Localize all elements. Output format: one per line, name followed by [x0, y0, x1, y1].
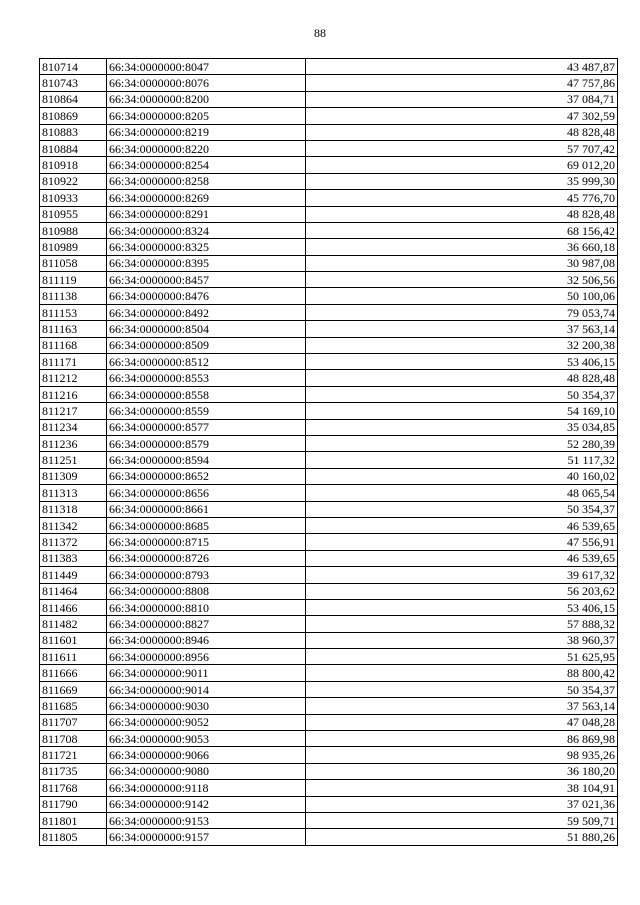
cadastral-number-cell: 66:34:0000000:8512 — [107, 354, 306, 370]
table-row — [40, 206, 618, 222]
amount-cell: 86 869,98 — [306, 731, 618, 747]
row-id-cell: 811482 — [40, 616, 107, 632]
table-row — [40, 255, 618, 271]
cadastral-number-cell: 66:34:0000000:8956 — [107, 649, 306, 665]
cadastral-number-cell: 66:34:0000000:8661 — [107, 501, 306, 517]
amount-cell: 48 065,54 — [306, 485, 618, 501]
table-row — [40, 337, 618, 353]
row-id-cell: 811601 — [40, 632, 107, 648]
table-row — [40, 812, 618, 828]
cadastral-number-cell: 66:34:0000000:9118 — [107, 780, 306, 796]
table-row — [40, 321, 618, 337]
cadastral-number-cell: 66:34:0000000:8258 — [107, 173, 306, 189]
table-row — [40, 665, 618, 681]
amount-cell: 48 828,48 — [306, 370, 618, 386]
amount-cell: 32 200,38 — [306, 337, 618, 353]
amount-cell: 48 828,48 — [306, 206, 618, 222]
cadastral-number-cell: 66:34:0000000:8808 — [107, 583, 306, 599]
table-row — [40, 140, 618, 156]
table-row — [40, 485, 618, 501]
table-row — [40, 435, 618, 451]
cadastral-number-cell: 66:34:0000000:9030 — [107, 698, 306, 714]
row-id-cell: 811708 — [40, 731, 107, 747]
cadastral-number-cell: 66:34:0000000:8810 — [107, 599, 306, 615]
row-id-cell: 811171 — [40, 354, 107, 370]
amount-cell: 37 084,71 — [306, 91, 618, 107]
cadastral-number-cell: 66:34:0000000:8553 — [107, 370, 306, 386]
row-id-cell: 810988 — [40, 222, 107, 238]
row-id-cell: 811768 — [40, 780, 107, 796]
table-row — [40, 550, 618, 566]
amount-cell: 53 406,15 — [306, 599, 618, 615]
amount-cell: 47 757,86 — [306, 75, 618, 91]
amount-cell: 46 539,65 — [306, 550, 618, 566]
amount-cell: 51 117,32 — [306, 452, 618, 468]
table-row — [40, 616, 618, 632]
cadastral-number-cell: 66:34:0000000:8324 — [107, 222, 306, 238]
amount-cell: 52 280,39 — [306, 435, 618, 451]
row-id-cell: 811721 — [40, 747, 107, 763]
cadastral-number-cell: 66:34:0000000:9011 — [107, 665, 306, 681]
amount-cell: 46 539,65 — [306, 517, 618, 533]
cadastral-number-cell: 66:34:0000000:9142 — [107, 796, 306, 812]
cadastral-number-cell: 66:34:0000000:9080 — [107, 763, 306, 779]
row-id-cell: 811790 — [40, 796, 107, 812]
table-row — [40, 239, 618, 255]
amount-cell: 40 160,02 — [306, 468, 618, 484]
table-row — [40, 403, 618, 419]
row-id-cell: 811372 — [40, 534, 107, 550]
amount-cell: 54 169,10 — [306, 403, 618, 419]
amount-cell: 37 563,14 — [306, 321, 618, 337]
amount-cell: 50 354,37 — [306, 501, 618, 517]
cadastral-number-cell: 66:34:0000000:8254 — [107, 157, 306, 173]
row-id-cell: 811342 — [40, 517, 107, 533]
amount-cell: 50 354,37 — [306, 386, 618, 402]
table-row — [40, 190, 618, 206]
amount-cell: 47 048,28 — [306, 714, 618, 730]
table-row — [40, 468, 618, 484]
amount-cell: 35 999,30 — [306, 173, 618, 189]
cadastral-number-cell: 66:34:0000000:8558 — [107, 386, 306, 402]
amount-cell: 37 021,36 — [306, 796, 618, 812]
amount-cell: 32 506,56 — [306, 272, 618, 288]
table-row — [40, 534, 618, 550]
row-id-cell: 810743 — [40, 75, 107, 91]
row-id-cell: 811217 — [40, 403, 107, 419]
cadastral-number-cell: 66:34:0000000:8793 — [107, 567, 306, 583]
cadastral-number-cell: 66:34:0000000:9014 — [107, 681, 306, 697]
row-id-cell: 810883 — [40, 124, 107, 140]
amount-cell: 53 406,15 — [306, 354, 618, 370]
amount-cell: 88 800,42 — [306, 665, 618, 681]
table-row — [40, 714, 618, 730]
amount-cell: 51 880,26 — [306, 829, 618, 845]
row-id-cell: 811153 — [40, 304, 107, 320]
table-row — [40, 501, 618, 517]
cadastral-number-cell: 66:34:0000000:8577 — [107, 419, 306, 435]
row-id-cell: 811666 — [40, 665, 107, 681]
amount-cell: 39 617,32 — [306, 567, 618, 583]
row-id-cell: 810922 — [40, 173, 107, 189]
table-row — [40, 698, 618, 714]
cadastral-number-cell: 66:34:0000000:8492 — [107, 304, 306, 320]
cadastral-number-cell: 66:34:0000000:9052 — [107, 714, 306, 730]
amount-cell: 57 707,42 — [306, 140, 618, 156]
row-id-cell: 811119 — [40, 272, 107, 288]
row-id-cell: 811735 — [40, 763, 107, 779]
row-id-cell: 811449 — [40, 567, 107, 583]
row-id-cell: 811216 — [40, 386, 107, 402]
cadastral-number-cell: 66:34:0000000:8219 — [107, 124, 306, 140]
row-id-cell: 811251 — [40, 452, 107, 468]
table-row — [40, 747, 618, 763]
table-row — [40, 419, 618, 435]
row-id-cell: 810918 — [40, 157, 107, 173]
table-row — [40, 517, 618, 533]
row-id-cell: 811318 — [40, 501, 107, 517]
table-row — [40, 452, 618, 468]
amount-cell: 98 935,26 — [306, 747, 618, 763]
cadastral-number-cell: 66:34:0000000:8685 — [107, 517, 306, 533]
row-id-cell: 811309 — [40, 468, 107, 484]
row-id-cell: 810955 — [40, 206, 107, 222]
cadastral-number-cell: 66:34:0000000:8827 — [107, 616, 306, 632]
row-id-cell: 811234 — [40, 419, 107, 435]
table-row — [40, 124, 618, 140]
cadastral-number-cell: 66:34:0000000:8457 — [107, 272, 306, 288]
cadastral-number-cell: 66:34:0000000:8715 — [107, 534, 306, 550]
cadastral-number-cell: 66:34:0000000:8559 — [107, 403, 306, 419]
table-body — [40, 59, 618, 846]
row-id-cell: 811685 — [40, 698, 107, 714]
row-id-cell: 811466 — [40, 599, 107, 615]
table-row — [40, 632, 618, 648]
cadastral-number-cell: 66:34:0000000:8656 — [107, 485, 306, 501]
amount-cell: 48 828,48 — [306, 124, 618, 140]
row-id-cell: 810714 — [40, 59, 107, 75]
row-id-cell: 811464 — [40, 583, 107, 599]
table-row — [40, 796, 618, 812]
amount-cell: 35 034,85 — [306, 419, 618, 435]
cadastral-number-cell: 66:34:0000000:8509 — [107, 337, 306, 353]
amount-cell: 36 180,20 — [306, 763, 618, 779]
table-row — [40, 272, 618, 288]
cadastral-number-cell: 66:34:0000000:8946 — [107, 632, 306, 648]
table-row — [40, 108, 618, 124]
cadastral-number-cell: 66:34:0000000:8726 — [107, 550, 306, 566]
amount-cell: 79 053,74 — [306, 304, 618, 320]
table-row — [40, 91, 618, 107]
row-id-cell: 811163 — [40, 321, 107, 337]
page-number: 88 — [314, 26, 326, 40]
amount-cell: 38 960,37 — [306, 632, 618, 648]
table-row — [40, 173, 618, 189]
row-id-cell: 811058 — [40, 255, 107, 271]
amount-cell: 68 156,42 — [306, 222, 618, 238]
table-row — [40, 731, 618, 747]
data-table — [39, 58, 618, 846]
amount-cell: 47 556,91 — [306, 534, 618, 550]
table-row — [40, 288, 618, 304]
table-row — [40, 75, 618, 91]
cadastral-number-cell: 66:34:0000000:8476 — [107, 288, 306, 304]
table-row — [40, 583, 618, 599]
row-id-cell: 811707 — [40, 714, 107, 730]
amount-cell: 38 104,91 — [306, 780, 618, 796]
amount-cell: 56 203,62 — [306, 583, 618, 599]
table-row — [40, 304, 618, 320]
row-id-cell: 810989 — [40, 239, 107, 255]
row-id-cell: 811212 — [40, 370, 107, 386]
row-id-cell: 810884 — [40, 140, 107, 156]
row-id-cell: 811168 — [40, 337, 107, 353]
cadastral-number-cell: 66:34:0000000:8652 — [107, 468, 306, 484]
table-row — [40, 681, 618, 697]
table-row — [40, 763, 618, 779]
cadastral-number-cell: 66:34:0000000:9066 — [107, 747, 306, 763]
cadastral-number-cell: 66:34:0000000:9153 — [107, 812, 306, 828]
cadastral-number-cell: 66:34:0000000:8325 — [107, 239, 306, 255]
row-id-cell: 811313 — [40, 485, 107, 501]
table-row — [40, 157, 618, 173]
cadastral-number-cell: 66:34:0000000:8200 — [107, 91, 306, 107]
cadastral-number-cell: 66:34:0000000:8579 — [107, 435, 306, 451]
amount-cell: 69 012,20 — [306, 157, 618, 173]
table-row — [40, 59, 618, 75]
row-id-cell: 810869 — [40, 108, 107, 124]
cadastral-number-cell: 66:34:0000000:8504 — [107, 321, 306, 337]
amount-cell: 30 987,08 — [306, 255, 618, 271]
cadastral-number-cell: 66:34:0000000:8205 — [107, 108, 306, 124]
table-row — [40, 780, 618, 796]
amount-cell: 57 888,32 — [306, 616, 618, 632]
amount-cell: 59 509,71 — [306, 812, 618, 828]
cadastral-number-cell: 66:34:0000000:8594 — [107, 452, 306, 468]
row-id-cell: 810864 — [40, 91, 107, 107]
amount-cell: 36 660,18 — [306, 239, 618, 255]
cadastral-number-cell: 66:34:0000000:8395 — [107, 255, 306, 271]
amount-cell: 43 487,87 — [306, 59, 618, 75]
row-id-cell: 811383 — [40, 550, 107, 566]
cadastral-number-cell: 66:34:0000000:8291 — [107, 206, 306, 222]
table-row — [40, 649, 618, 665]
table-row — [40, 567, 618, 583]
row-id-cell: 811138 — [40, 288, 107, 304]
row-id-cell: 811669 — [40, 681, 107, 697]
amount-cell: 47 302,59 — [306, 108, 618, 124]
table-row — [40, 370, 618, 386]
row-id-cell: 811801 — [40, 812, 107, 828]
cadastral-number-cell: 66:34:0000000:9053 — [107, 731, 306, 747]
cadastral-number-cell: 66:34:0000000:8220 — [107, 140, 306, 156]
table-row — [40, 354, 618, 370]
row-id-cell: 810933 — [40, 190, 107, 206]
cadastral-number-cell: 66:34:0000000:8076 — [107, 75, 306, 91]
table-row — [40, 829, 618, 845]
table-row — [40, 599, 618, 615]
row-id-cell: 811236 — [40, 435, 107, 451]
cadastral-number-cell: 66:34:0000000:8047 — [107, 59, 306, 75]
amount-cell: 50 354,37 — [306, 681, 618, 697]
table-row — [40, 222, 618, 238]
row-id-cell: 811611 — [40, 649, 107, 665]
table-row — [40, 386, 618, 402]
amount-cell: 45 776,70 — [306, 190, 618, 206]
amount-cell: 37 563,14 — [306, 698, 618, 714]
amount-cell: 51 625,95 — [306, 649, 618, 665]
cadastral-number-cell: 66:34:0000000:9157 — [107, 829, 306, 845]
row-id-cell: 811805 — [40, 829, 107, 845]
amount-cell: 50 100,06 — [306, 288, 618, 304]
cadastral-number-cell: 66:34:0000000:8269 — [107, 190, 306, 206]
